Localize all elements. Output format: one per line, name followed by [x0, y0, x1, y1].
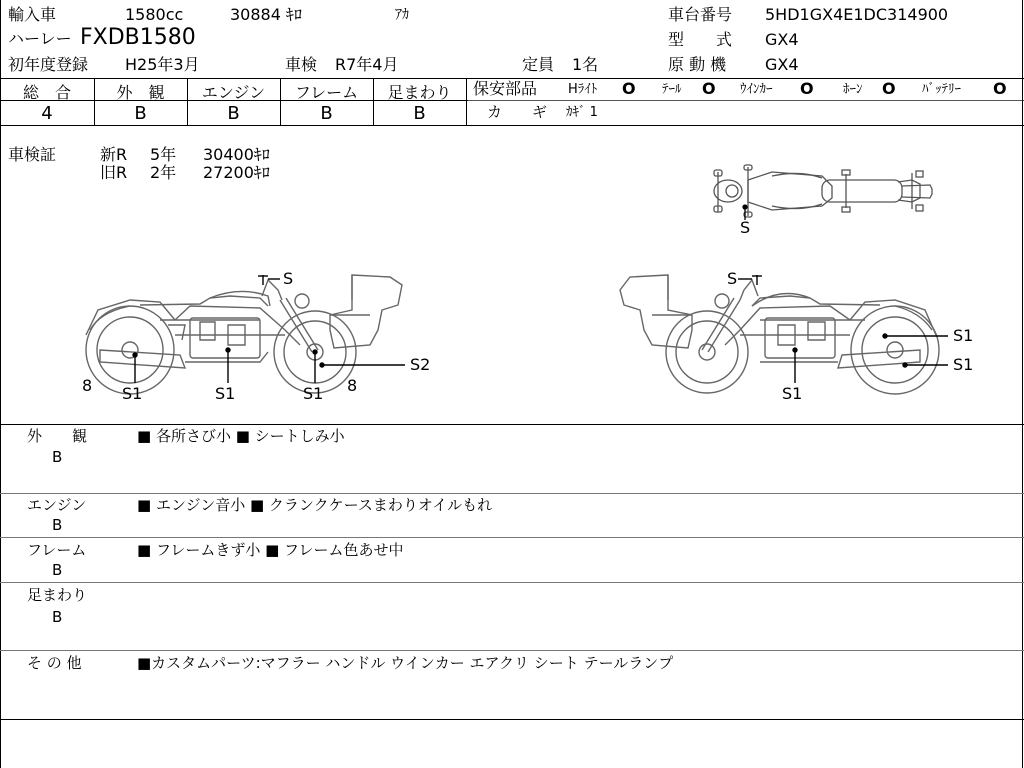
engine-type-label: 原 動 機 — [668, 55, 727, 74]
grade-header-engine: エンジン — [201, 83, 266, 102]
note-grade: B — [52, 448, 63, 466]
mark-left-s2: S2 — [410, 355, 431, 374]
cert-label: 車検証 — [8, 145, 57, 164]
first-reg: H25年3月 — [125, 55, 200, 74]
cert-new-years: 5年 — [150, 145, 177, 164]
note-text: ■ 各所さび小 ■ シートしみ小 — [137, 427, 345, 445]
mark-left-s1-engine: S1 — [215, 384, 236, 403]
note-label: 外 観 — [27, 427, 88, 445]
model-type-label: 型 式 — [668, 30, 733, 49]
mileage: 30884 ｷﾛ — [230, 5, 302, 24]
cert-old-years: 2年 — [150, 163, 177, 182]
model-type: GX4 — [765, 30, 799, 49]
cert-old-label: 旧R — [100, 163, 128, 182]
rule — [0, 493, 1024, 494]
grade-header-frame: フレーム — [294, 83, 359, 102]
note-text: ■ エンジン音小 ■ クランクケースまわりオイルもれ — [137, 496, 493, 514]
inspection: R7年4月 — [335, 55, 399, 74]
rule — [0, 719, 1024, 720]
frame-no: 5HD1GX4E1DC314900 — [765, 5, 949, 24]
capacity-label: 定員 — [522, 55, 555, 74]
displacement: 1580cc — [125, 5, 184, 24]
note-label: エンジン — [27, 496, 87, 514]
mark-left-s1-rear: S1 — [122, 384, 143, 403]
safety-status-winker: O — [800, 79, 814, 98]
import-label: 輸入車 — [8, 5, 57, 24]
mark-left-8-rear: 8 — [82, 376, 93, 395]
mark-left-s1-front: S1 — [303, 384, 324, 403]
grade-exterior: B — [134, 103, 147, 124]
grade-header-exterior: 外 観 — [116, 83, 165, 102]
safety-label: 保安部品 — [473, 79, 538, 98]
rule — [0, 582, 1024, 583]
key-value: ｶｷﾞ 1 — [566, 105, 598, 120]
grade-frame: B — [320, 103, 333, 124]
note-label: 足まわり — [27, 586, 88, 604]
color: ｱｶ — [395, 7, 409, 23]
rule — [0, 424, 1024, 425]
mark-right-s1-frame: S1 — [953, 326, 974, 345]
cert-new-label: 新R — [100, 145, 128, 164]
capacity: 1名 — [572, 55, 599, 74]
grade-header-overall: 総 合 — [22, 83, 71, 102]
note-label: そ の 他 — [27, 654, 82, 672]
note-grade: B — [52, 516, 63, 534]
safety-status-tail: O — [702, 79, 716, 98]
grade-engine: B — [227, 103, 240, 124]
safety-item-tail: ﾃｰﾙ — [662, 82, 682, 97]
mark-right-s1-engine: S1 — [782, 384, 803, 403]
mark-right-s: S — [727, 269, 738, 288]
note-grade: B — [52, 608, 63, 626]
safety-item-winker: ｳｲﾝｶｰ — [740, 82, 773, 97]
safety-item-battery: ﾊﾞｯﾃﾘｰ — [922, 82, 961, 97]
note-label: フレーム — [27, 541, 87, 559]
safety-status-battery: O — [993, 79, 1007, 98]
safety-status-headlight: O — [622, 79, 636, 98]
mark-top-s: S — [740, 218, 751, 237]
grade-overall: 4 — [41, 103, 53, 124]
model-name: FXDB1580 — [80, 25, 196, 50]
frame-no-label: 車台番号 — [668, 5, 733, 24]
safety-item-horn: ﾎｰﾝ — [843, 82, 863, 97]
inspection-label: 車検 — [285, 55, 318, 74]
mark-left-8-front: 8 — [347, 376, 358, 395]
safety-item-headlight: Hﾗｲﾄ — [568, 82, 598, 97]
safety-status-horn: O — [882, 79, 896, 98]
key-label: カ ギ — [487, 103, 548, 121]
cert-new-km: 30400ｷﾛ — [203, 145, 270, 164]
grade-suspension: B — [413, 103, 426, 124]
grade-header-suspension: 足まわり — [387, 83, 452, 102]
note-grade: B — [52, 561, 63, 579]
cert-old-km: 27200ｷﾛ — [203, 163, 270, 182]
mark-left-s: S — [283, 269, 294, 288]
maker: ハーレー — [8, 29, 72, 48]
note-text: ■カスタムパーツ:マフラー ハンドル ウインカー エアクリ シート テールランプ — [137, 654, 674, 672]
note-text: ■ フレームきず小 ■ フレーム色あせ中 — [137, 541, 404, 559]
rule — [0, 650, 1024, 651]
mark-right-s1-exhaust: S1 — [953, 355, 974, 374]
rule — [0, 537, 1024, 538]
engine-type: GX4 — [765, 55, 799, 74]
first-reg-label: 初年度登録 — [8, 55, 89, 74]
